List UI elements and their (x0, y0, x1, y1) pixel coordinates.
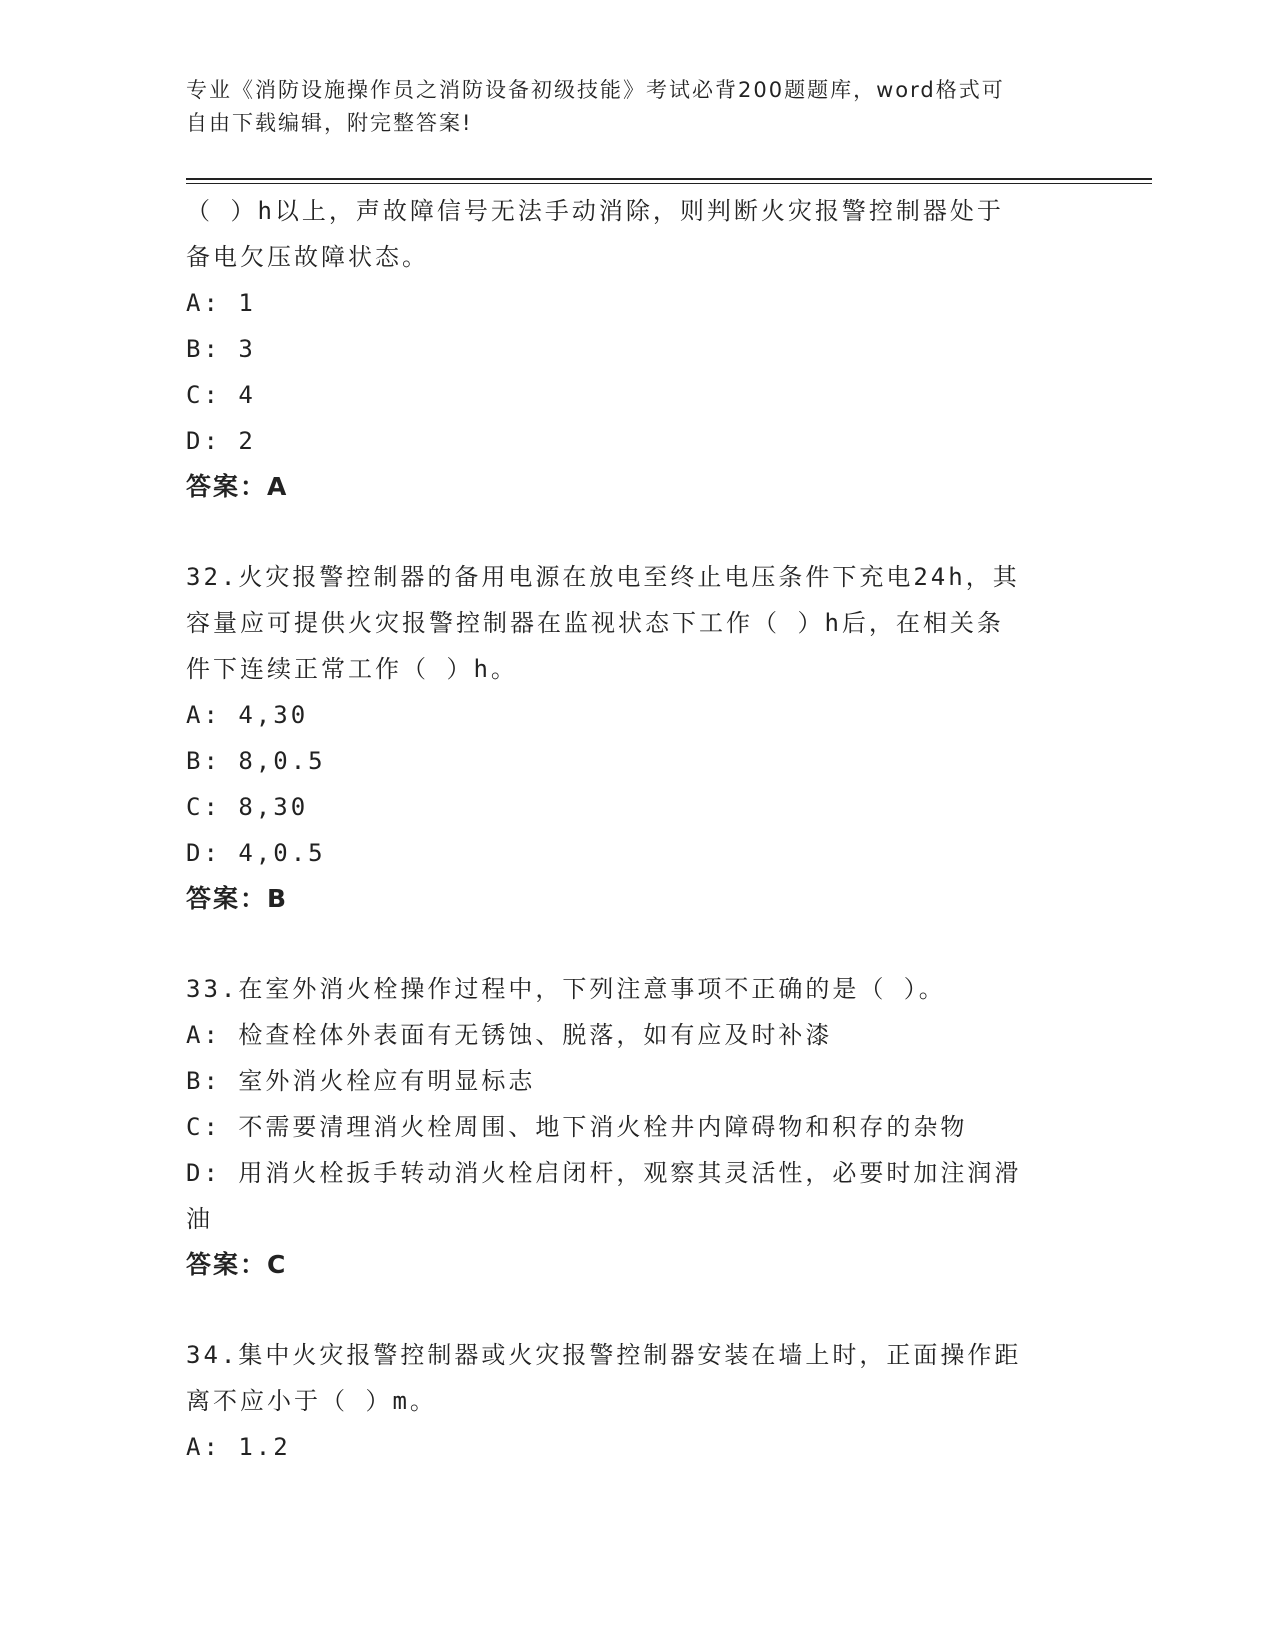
option-c: C: 4 (186, 381, 256, 409)
option-a: A: 检查栓体外表面有无锈蚀、脱落，如有应及时补漆 (186, 1021, 833, 1049)
question-spacer (186, 1288, 1086, 1332)
question-stem-line: （ ）h以上，声故障信号无法手动消除，则判断火灾报警控制器处于 (186, 197, 1004, 225)
question-spacer (186, 510, 1086, 554)
question-stem-line: 32.火灾报警控制器的备用电源在放电至终止电压条件下充电24h，其 (186, 563, 1020, 591)
question-34 (186, 1332, 1086, 1470)
option-a: A: 1.2 (186, 1433, 291, 1461)
answer-label: 答案：A (186, 472, 289, 501)
option-a: A: 1 (186, 289, 256, 317)
option-c: C: 8,30 (186, 793, 309, 821)
option-b: B: 室外消火栓应有明显标志 (186, 1067, 536, 1095)
header-line-1: 专业《消防设施操作员之消防设备初级技能》考试必背200题题库，word格式可 (186, 78, 1005, 102)
question-stem-line: 离不应小于（ ）m。 (186, 1387, 437, 1415)
header-line-2: 自由下载编辑，附完整答案! (186, 111, 473, 135)
option-b: B: 8,0.5 (186, 747, 326, 775)
question-stem-line: 件下连续正常工作（ ）h。 (186, 655, 518, 683)
option-c: C: 不需要清理消火栓周围、地下消火栓井内障碍物和积存的杂物 (186, 1113, 968, 1141)
header-rule-thin (186, 183, 1152, 184)
question-spacer (186, 922, 1086, 966)
question-33 (186, 966, 1086, 1288)
answer-label: 答案：B (186, 884, 289, 913)
question-stem-line: 34.集中火灾报警控制器或火灾报警控制器安装在墙上时，正面操作距 (186, 1341, 1022, 1369)
question-31 (186, 188, 1086, 510)
header-rule-thick (186, 178, 1152, 180)
answer-label: 答案：C (186, 1250, 288, 1279)
option-d: D: 4,0.5 (186, 839, 326, 867)
question-stem-line: 容量应可提供火灾报警控制器在监视状态下工作（ ）h后，在相关条 (186, 609, 1004, 637)
question-list (186, 188, 1086, 1470)
question-stem-line: 33.在室外消火栓操作过程中，下列注意事项不正确的是（ ）。 (186, 975, 946, 1003)
option-b: B: 3 (186, 335, 256, 363)
option-d-continued: 油 (186, 1205, 213, 1233)
document-header (186, 74, 1066, 140)
option-a: A: 4,30 (186, 701, 309, 729)
question-stem-line: 备电欠压故障状态。 (186, 243, 429, 271)
option-d: D: 2 (186, 427, 256, 455)
option-d: D: 用消火栓扳手转动消火栓启闭杆，观察其灵活性，必要时加注润滑 (186, 1159, 1022, 1187)
question-32 (186, 554, 1086, 922)
